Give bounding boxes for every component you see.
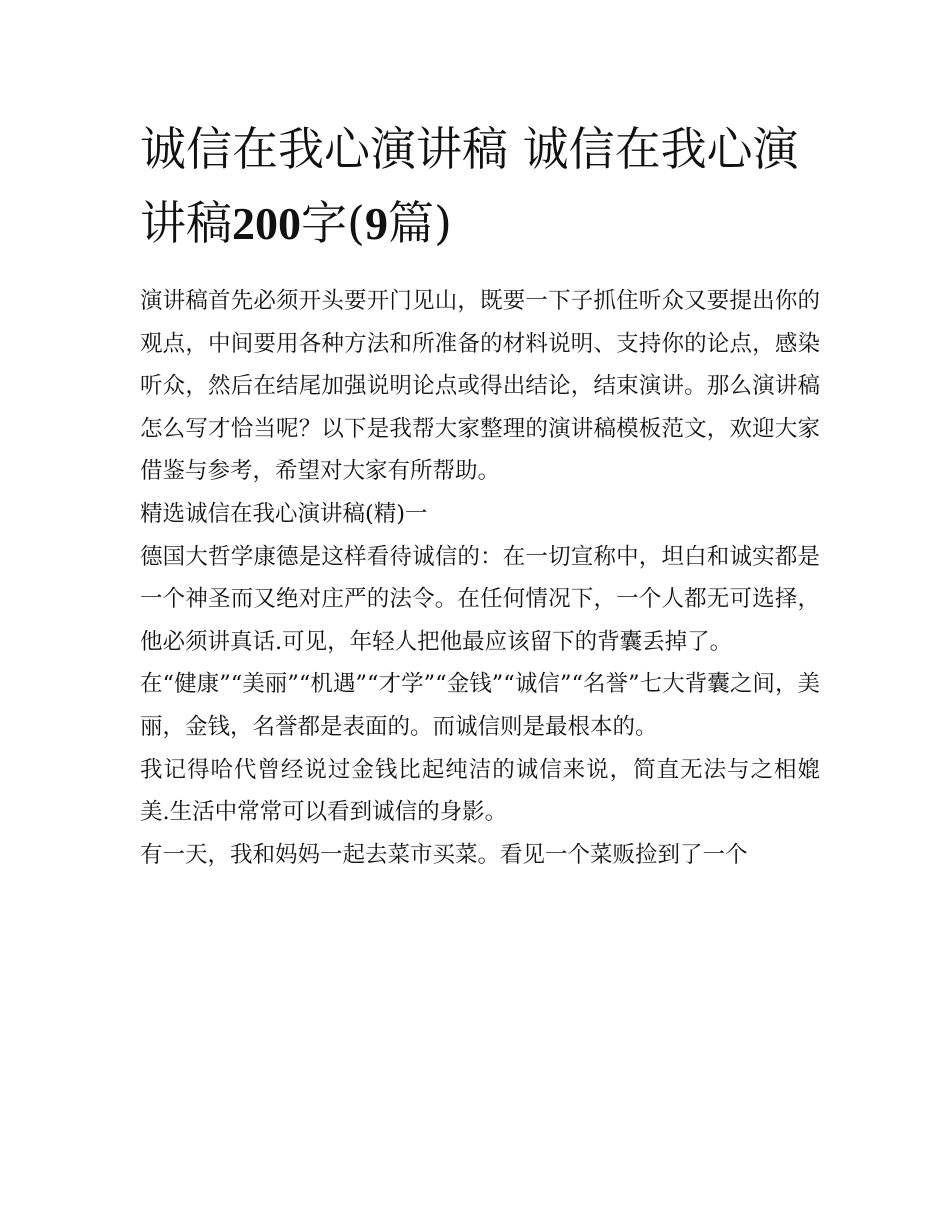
- section-heading: 精选诚信在我心演讲稿(精)一: [140, 500, 428, 527]
- title-text-3: 篇): [387, 196, 452, 250]
- title-text-1: 诚信在我心演讲稿 诚信在我心演讲稿: [140, 122, 799, 250]
- title-count: 9: [364, 198, 388, 249]
- title-text-2: 字(: [301, 196, 365, 250]
- title-number: 200: [232, 198, 301, 249]
- body-paragraph: 有一天，我和妈妈一起去菜市买菜。看见一个菜贩捡到了一个: [140, 841, 748, 868]
- document-title: [140, 112, 820, 261]
- document-body: [140, 280, 820, 876]
- body-paragraph: 德国大哲学康德是这样看待诚信的：在一切宣称中，坦白和诚实都是一个神圣而又绝对庄严的法令。在任何情况下，一个人都无可选择，他必须讲真话.可见，年轻人把他最应该留下的背囊丢掉了。: [140, 543, 820, 655]
- body-paragraph: 在“健康”“美丽”“机遇”“才学”“金钱”“诚信”“名誉”七大背囊之间，美丽，金钱，名誉都是表面的。而诚信则是最根本的。: [140, 671, 820, 740]
- intro-paragraph: 演讲稿首先必须开头要开门见山，既要一下子抓住听众又要提出你的观点，中间要用各种方法和所准备的材料说明、支持你的论点，感染听众，然后在结尾加强说明论点或得出结论，结束演讲。那么演讲稿怎么写才恰当呢？以下是我帮大家整理的演讲稿模板范文，欢迎大家借鉴与参考，希望对大家有所帮助。: [140, 288, 820, 485]
- body-paragraph: 我记得哈代曾经说过金钱比起纯洁的诚信来说，简直无法与之相媲美.生活中常常可以看到诚信的身影。: [140, 756, 820, 826]
